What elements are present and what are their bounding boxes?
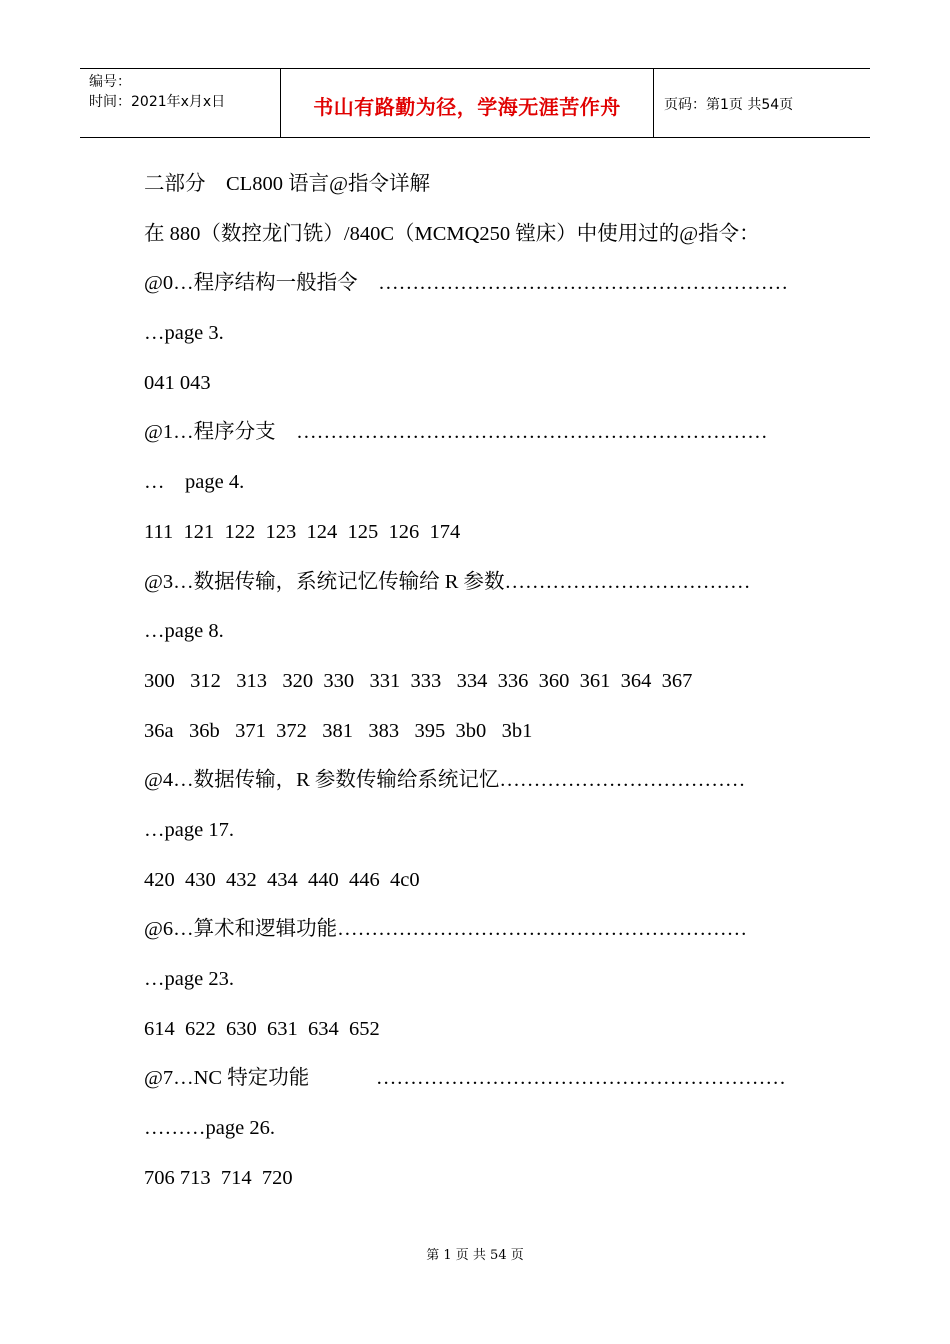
instruction-codes-4: 420 430 432 434 440 446 4c0 <box>144 868 420 891</box>
section-title: 二部分 CL800 语言@指令详解 <box>144 173 430 195</box>
page-footer: 第 1 页 共 54 页 <box>426 1248 524 1263</box>
time-label: 时间：2021年x月x日 <box>89 94 226 110</box>
instruction-codes-3b: 36a 36b 371 372 381 383 395 3b0 3b1 <box>144 719 533 742</box>
header-right-cell <box>654 69 870 137</box>
toc-entry-7: @7…NC 特定功能 …………………………………………………… <box>144 1067 786 1090</box>
instruction-codes-6: 614 622 630 631 634 652 <box>144 1017 380 1040</box>
number-label: 编号： <box>89 74 131 90</box>
toc-entry-1: @1…程序分支 …………………………………………………………… <box>144 421 768 444</box>
header-left-cell <box>80 69 281 137</box>
toc-page-6: …page 23. <box>144 968 234 990</box>
intro-line: 在 880（数控龙门铣）/840C（MCMQ250 镗床）中使用过的@指令： <box>144 222 760 245</box>
header-middle-cell <box>281 69 654 137</box>
motto-text: 书山有路勤为径，学海无涯苦作舟 <box>313 94 621 119</box>
document-body <box>144 160 806 1203</box>
toc-entry-0: @0…程序结构一般指令 …………………………………………………… <box>144 272 789 295</box>
page-info: 页码：第1页 共54页 <box>664 97 794 113</box>
instruction-codes-7: 706 713 714 720 <box>144 1166 293 1189</box>
instruction-codes-0: 041 043 <box>144 371 211 394</box>
instruction-codes-3a: 300 312 313 320 330 331 333 334 336 360 361 364 367 <box>144 669 693 692</box>
toc-page-1: … page 4. <box>144 471 245 494</box>
page-header <box>80 68 870 138</box>
toc-entry-4: @4…数据传输，R 参数传输给系统记忆……………………………… <box>144 769 746 792</box>
toc-page-7: ………page 26. <box>144 1117 275 1140</box>
instruction-codes-1: 111 121 122 123 124 125 126 174 <box>144 520 461 543</box>
toc-entry-6: @6…算术和逻辑功能…………………………………………………… <box>144 918 748 941</box>
toc-entry-3: @3…数据传输，系统记忆传输给 R 参数……………………………… <box>144 570 751 593</box>
toc-page-4: …page 17. <box>144 818 234 841</box>
toc-page-3: …page 8. <box>144 620 224 643</box>
toc-page-0: …page 3. <box>144 322 224 345</box>
